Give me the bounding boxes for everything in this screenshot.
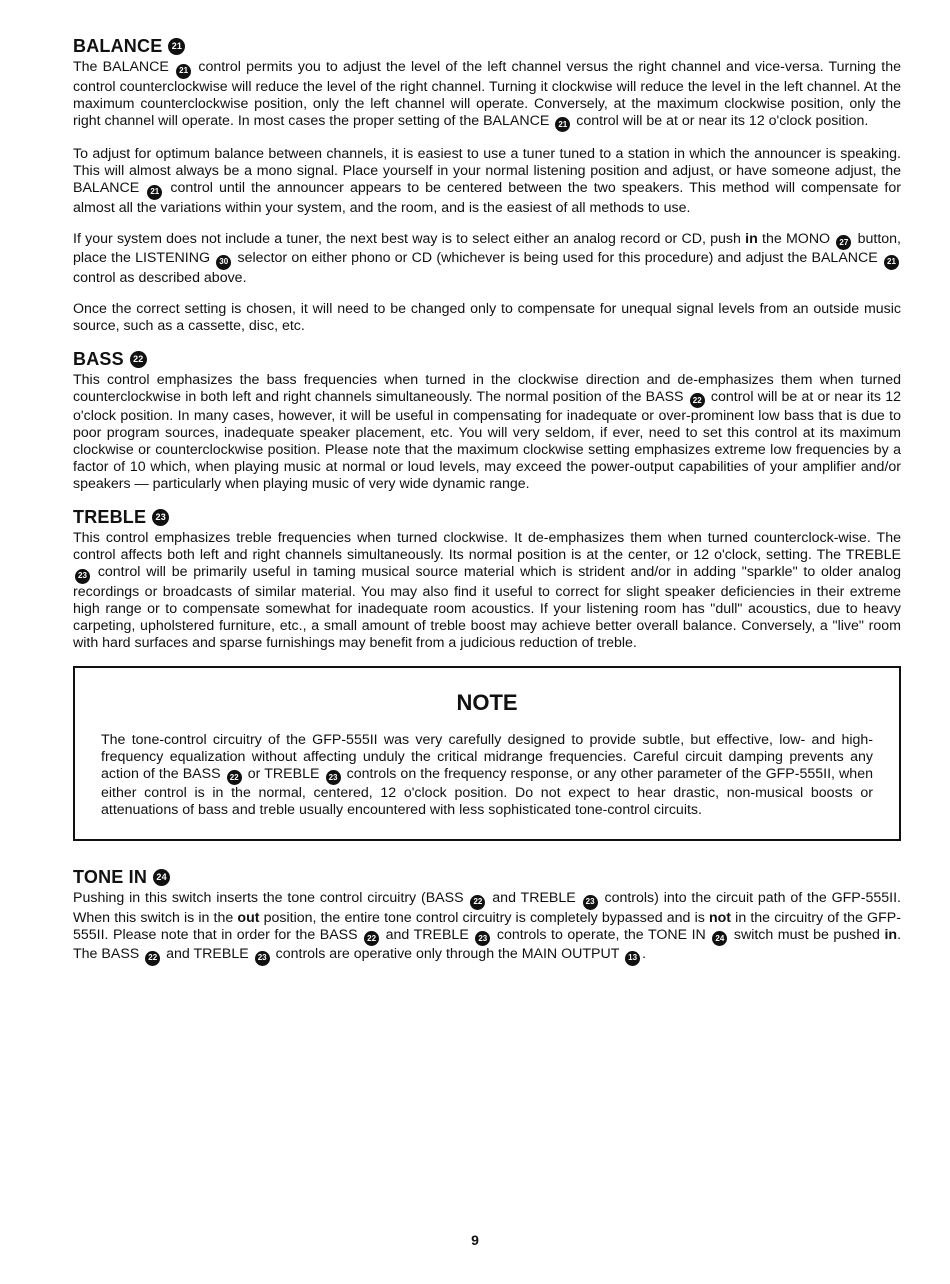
treble-section [73,507,901,652]
text-run: control permits you to adjust the level of the left channel versus the right channel and vice-versa. Turning the control counterclockwise will reduce the level of the right channel. Turning it clockwise will reduce the level in the left channel. At the maximum counterclockwise position, only the left channel will operate. Conversely, at the maximum clockwise position, only the right channel will operate. In most cases the proper setting of the BALANCE [73,59,901,129]
mono-ref-badge: 27 [836,235,851,250]
tone-in-ref-badge: 24 [153,869,170,886]
emphasis-in: in [745,230,758,247]
text-run: and TREBLE [166,946,249,962]
main-output-ref-badge: 13 [625,951,640,966]
text-run: controls) into the circuit path of the GFP-555II. When this switch is in the [73,890,901,926]
text-run: and TREBLE [492,890,576,906]
text-run: . [642,946,647,962]
treble-ref-badge: 23 [75,569,90,584]
text-run: control as described above. [73,269,247,286]
treble-heading [73,507,901,528]
text-run: selector on either phono or CD (whichever is being used for this procedure) and adjust the BALANCE [237,250,878,266]
text-run: The tone-control circuitry of the GFP-555II was very carefully designed to provide subtle, but effective, low- and high-frequency equalization without affecting unduly the critical midrange frequencies. Careful circuit damping prevents any action of the BASS [101,731,873,782]
balance-paragraph-4: Once the correct setting is chosen, it will need to be changed only to compensate for unequal signal levels from an outside music source, such as a cassette, disc, etc. [73,300,901,334]
balance-ref-badge: 21 [176,64,191,79]
emphasis-not: not [708,909,732,926]
text-run: The BALANCE [73,59,169,75]
text-run: controls on the frequency response, or any other parameter of the GFP-555II, when either control is in the normal, centered, 12 o'clock position. Do not expect to hear drastic, non-musical boosts or attenuations of bass and treble usually encountered with less sophisticated tone-control circuits. [101,765,873,818]
text-run: . The BASS [73,926,902,962]
bass-ref-badge: 22 [364,931,379,946]
text-run: This control emphasizes treble frequencies when turned clockwise. It de-emphasizes them when turned counterclock-wise. The control affects both left and right channels simultaneously. Its normal position is at the center, or 12 o'clock, setting. The TREBLE [73,530,901,563]
text-run: This control emphasizes the bass frequencies when turned in the clockwise direction and de-emphasizes them when turned counterclockwise in both left and right channels simultaneously. The normal position of the BASS [73,371,901,405]
bass-ref-badge: 22 [130,351,147,368]
treble-ref-badge: 23 [152,509,169,526]
page-number: 9 [471,1232,479,1248]
bass-section [73,349,901,494]
treble-ref-badge: 23 [255,951,270,966]
bass-heading-text: BASS [73,348,124,369]
text-run: in the circuitry of the GFP-555II. Please note that in order for the BASS [73,909,901,943]
emphasis-out: out [237,909,260,926]
treble-ref-badge: 23 [583,895,598,910]
text-run: position, the entire tone control circuitry is completely bypassed and is [263,909,705,926]
text-run: Pushing in this switch inserts the tone control circuitry (BASS [73,890,464,906]
tone-in-ref-badge: 24 [712,931,727,946]
balance-heading-text: BALANCE [73,36,163,56]
note-paragraph [101,732,873,820]
balance-paragraph-2 [73,146,901,217]
text-run: and TREBLE [385,926,469,943]
treble-heading-text: TREBLE [73,507,147,527]
text-run: control until the announcer appears to be centered between the two speakers. This method will compensate for almost all the variations within your system, and the room, and is the easiest of all methods to use. [73,180,901,216]
treble-ref-badge: 23 [326,770,341,785]
treble-ref-badge: 23 [475,931,490,946]
balance-paragraph-1 [73,59,901,132]
treble-paragraph-1 [73,530,901,652]
manual-page [73,36,901,980]
text-run: If your system does not include a tuner, the next best way is to select either an analog record or CD, push [73,230,741,247]
text-run: controls are operative only through the MAIN OUTPUT [275,946,620,962]
text-run: control will be at or near its 12 o'clock position. [576,112,869,129]
text-run: or TREBLE [247,765,320,782]
text-run: controls to operate, the TONE IN [496,926,706,943]
tone-in-section [73,867,901,966]
text-run: To adjust for optimum balance between channels, it is easiest to use a tuner tuned to a station in which the announcer is speaking. This will almost always be a mono signal. Place yourself in your normal listening position and adjust, or have someone adjust, the BALANCE [73,146,901,196]
bass-ref-badge: 22 [145,951,160,966]
bass-ref-badge: 22 [470,895,485,910]
balance-paragraph-3 [73,231,901,287]
bass-ref-badge: 22 [690,393,705,408]
text-run: control will be primarily useful in taming musical source material which is strident and/or in adding "sparkle" to older analog recordings or broadcasts of similar material. You may also find it useful to correct for slight speaker deficiencies in their extreme high range or to compensate somewhat for inadequate room acoustics. If your listening room has "dull" acoustics, due to heavy carpeting, upholstered furniture, etc., a small amount of treble boost may achieve better overall balance. Conversely, a "live" room with hard surfaces and sparse furnishings may benefit from a judicious reduction of treble. [73,564,901,651]
balance-ref-badge: 21 [555,117,570,132]
text-run: switch must be pushed [733,926,880,943]
balance-ref-badge: 21 [884,255,899,270]
tone-in-heading [73,867,901,888]
emphasis-in: in [884,926,898,943]
note-title: NOTE [456,689,518,715]
listening-ref-badge: 30 [216,255,231,270]
bass-paragraph-1 [73,372,901,494]
note-box [73,666,901,842]
balance-heading [73,36,901,57]
balance-ref-badge: 21 [147,185,162,200]
tone-in-paragraph-1 [73,890,901,966]
tone-in-heading-text: TONE IN [73,867,148,887]
text-run: control will be at or near its 12 o'clock position. In many cases, however, it will be useful in compensating for inadequate or over-prominent low bass that is due to poor program sources, inadequate speaker placement, etc. You will very seldom, if ever, need to set this control at its maximum clockwise or counterclockwise position. Please note that the maximum clockwise setting emphasizes extreme low frequencies by a factor of 10 which, when playing music at normal or loud levels, may exceed the power-output capabilities of your amplifier and/or speakers — particularly when playing music of very wide dynamic range. [73,388,901,492]
text-run: the MONO [762,230,831,247]
text-run: button, place the LISTENING [73,230,901,266]
balance-ref-badge: 21 [168,38,185,55]
balance-section [73,36,901,335]
bass-heading [73,349,901,370]
bass-ref-badge: 22 [227,770,242,785]
